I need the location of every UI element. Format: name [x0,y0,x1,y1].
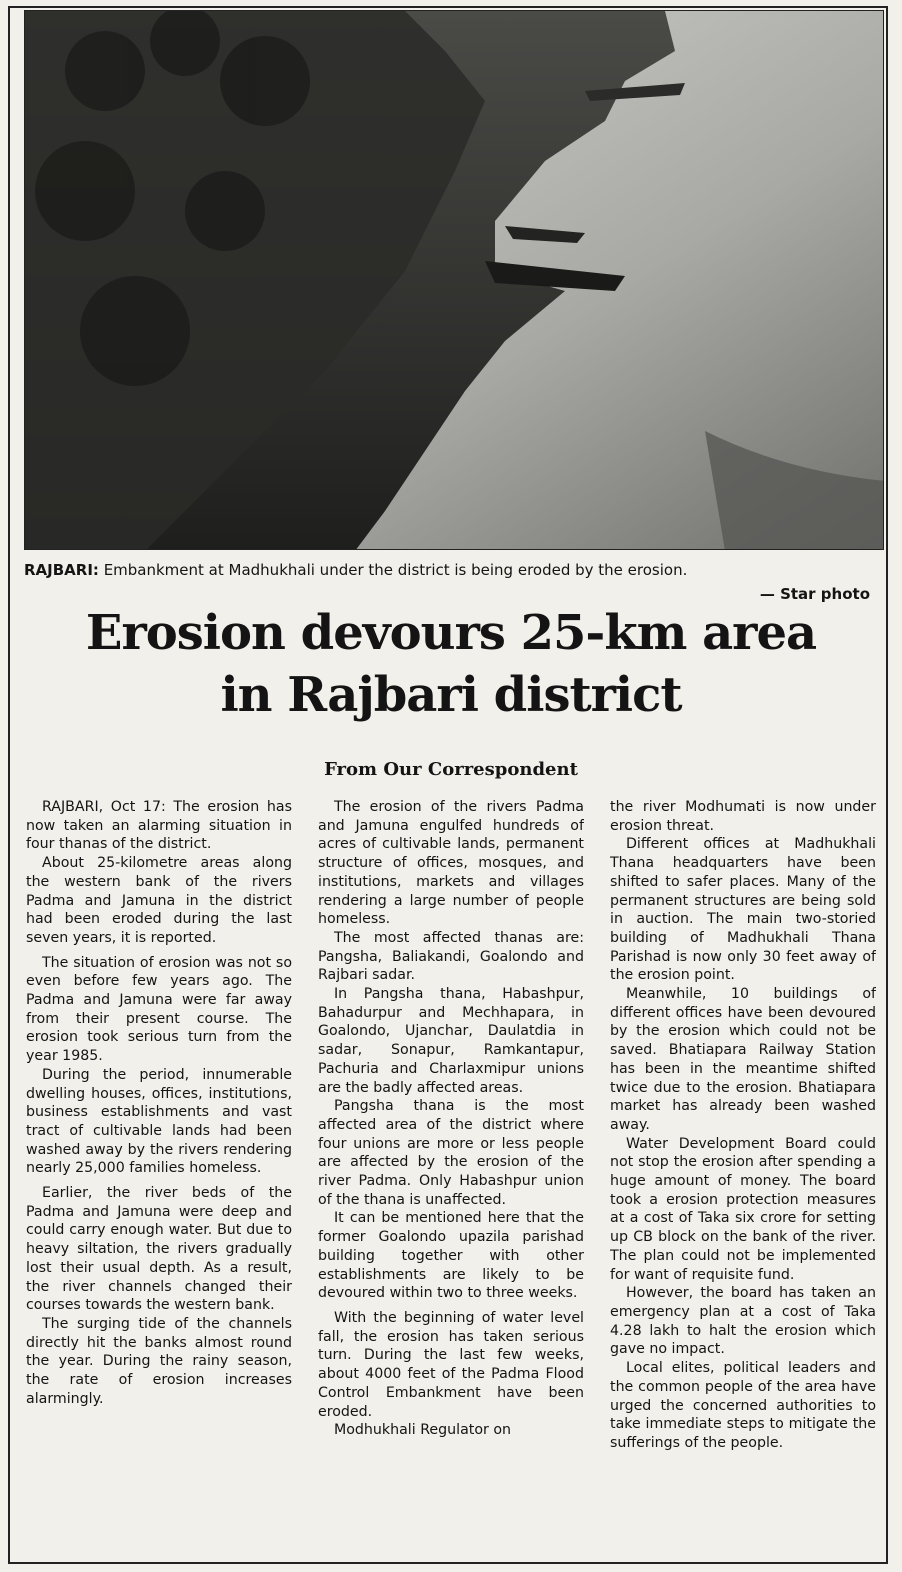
riverbank-photo-image [25,11,884,550]
paragraph: Meanwhile, 10 buildings of different offices have been devoured by the erosion which could not be saved. Bhatiapara Railway Station has been in the meantime shifted twice due to the erosion. Bhatiapara market has already been washed away. [610,986,876,1133]
paragraph: RAJBARI, Oct 17: The erosion has now taken an alarming situation in four thanas of the district. [26,799,292,853]
paragraph: In Pangsha thana, Habashpur, Bahadurpur and Mechhapara, in Goalondo, Ujanchar, Daulatdia in sadar, Sonapur, Ramkantapur, Pachuria and Charlaxmipur unions are the badly affected areas. [318,986,584,1096]
paragraph: Pangsha thana is the most affected area of the district where four unions are more or less people are affected by the erosion of the river Padma. Only Habashpur union of the thana is unaffected. [318,1098,584,1208]
paragraph: Water Development Board could not stop the erosion after spending a huge amount of money. The board took a erosion protection measures at a cost of Taka six crore for setting up CB block on the bank of the river. The plan could not be implemented for want of requisite fund. [610,1135,876,1283]
paragraph: The erosion of the rivers Padma and Jamuna engulfed hundreds of acres of cultivable lands, permanent structure of offices, mosques, and institutions, markets and villages rendering a large number of people homeless. [318,799,584,928]
headline-line-2: in Rajbari district [220,667,682,723]
paragraph: Modhukhali Regulator on [334,1422,512,1439]
paragraph: The most affected thanas are: Pangsha, Baliakandi, Goalondo and Rajbari sadar. [318,929,584,984]
paragraph: Earlier, the river beds of the Padma and Jamuna were deep and could carry enough water. But due to heavy siltation, the rivers gradually lost their usual depth. As a result, the river channels changed their courses towards the western bank. [26,1185,292,1314]
paragraph: The surging tide of the channels directly hit the banks almost round the year. During the rainy season, the rate of erosion increases alarmingly. [26,1315,292,1407]
paragraph: The situation of erosion was not so even before few years ago. The Padma and Jamuna were far away from their present course. The erosion took serious turn from the year 1985. [26,954,292,1065]
news-photo [24,10,884,550]
caption-location: RAJBARI: [24,561,99,579]
photo-credit: — Star photo [759,585,870,603]
headline [0,602,902,726]
paragraph: It can be mentioned here that the former Goalondo upazila parishad building together with other establishments are likely to be devoured within two to three weeks. [318,1210,584,1302]
caption-text: Embankment at Madhukhali under the district is being eroded by the erosion. [98,561,688,579]
paragraph: the river Modhumati is now under erosion threat. [610,799,876,834]
photo-caption [24,560,872,580]
paragraph: About 25-kilometre areas along the western bank of the rivers Padma and Jamuna in the district had been eroded during the last seven years, it is reported. [26,855,292,946]
paragraph: With the beginning of water level fall, the erosion has taken serious turn. During the last few weeks, about 4000 feet of the Padma Flood Control Embankment have been eroded. [318,1309,584,1420]
byline: From Our Correspondent [324,759,578,780]
paragraph: During the period, innumerable dwelling houses, offices, institutions, business establishments and vast tract of cultivable lands had been washed away by the rivers rendering nearly 25,000 families homeless. [26,1066,292,1177]
headline-line-1: Erosion devours 25-km area [85,605,817,661]
paragraph: Different offices at Madhukhali Thana headquarters have been shifted to safer places. Many of the permanent structures are being sold in auction. The main two-storied building of Madhukhali Thana Parishad is now only 30 feet away of the erosion point. [610,836,876,984]
paragraph: Local elites, political leaders and the common people of the area have urged the concerned authorities to take immediate steps to mitigate the sufferings of the people. [610,1360,876,1451]
paragraph: However, the board has taken an emergency plan at a cost of Taka 4.28 lakh to halt the erosion which gave no impact. [610,1285,876,1358]
article-column-1 [26,798,292,1558]
article-column-2 [318,798,584,1558]
article-column-3 [610,798,876,1558]
article-body [26,798,876,1558]
